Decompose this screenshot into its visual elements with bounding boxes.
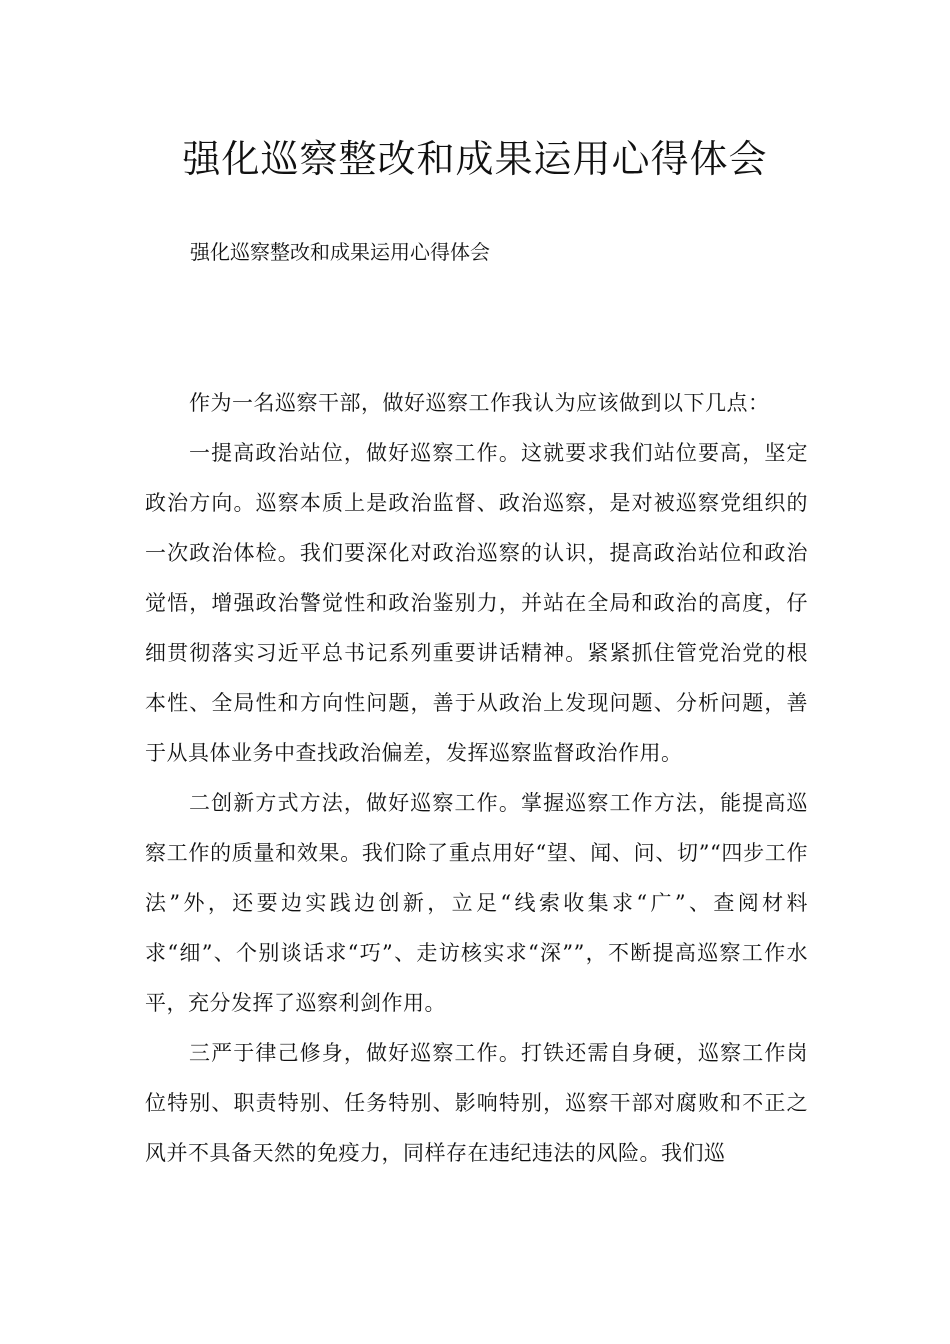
document-body: [145, 378, 808, 1178]
document-title: 强化巡察整改和成果运用心得体会: [182, 137, 768, 181]
paragraph-innovative-methods: 二创新方式方法，做好巡察工作。掌握巡察工作方法，能提高巡察工作的质量和效果。我们除了重点用好“望、闻、问、切”“四步工作法”外，还要边实践边创新，立足“线索收集求“广”、查阅材料求“细”、个别谈话求“巧”、走访核实求“深””，不断提高巡察工作水平，充分发挥了巡察利剑作用。: [145, 791, 808, 1015]
paragraph-self-discipline: 三严于律己修身，做好巡察工作。打铁还需自身硬，巡察工作岗位特别、职责特别、任务特别、影响特别，巡察干部对腐败和不正之风并不具备天然的免疫力，同样存在违纪违法的风险。我们巡: [145, 1041, 808, 1165]
paragraph-intro: 作为一名巡察干部，做好巡察工作我认为应该做到以下几点：: [189, 391, 770, 415]
document-subtitle: 强化巡察整改和成果运用心得体会: [190, 240, 490, 264]
paragraph-political-stance: 一提高政治站位，做好巡察工作。这就要求我们站位要高，坚定政治方向。巡察本质上是政治监督、政治巡察，是对被巡察党组织的一次政治体检。我们要深化对政治巡察的认识，提高政治站位和政治觉悟，增强政治警觉性和政治鉴别力，并站在全局和政治的高度，仔细贯彻落实习近平总书记系列重要讲话精神。紧紧抓住管党治党的根本性、全局性和方向性问题，善于从政治上发现问题、分析问题，善于从具体业务中查找政治偏差，发挥巡察监督政治作用。: [145, 441, 808, 765]
